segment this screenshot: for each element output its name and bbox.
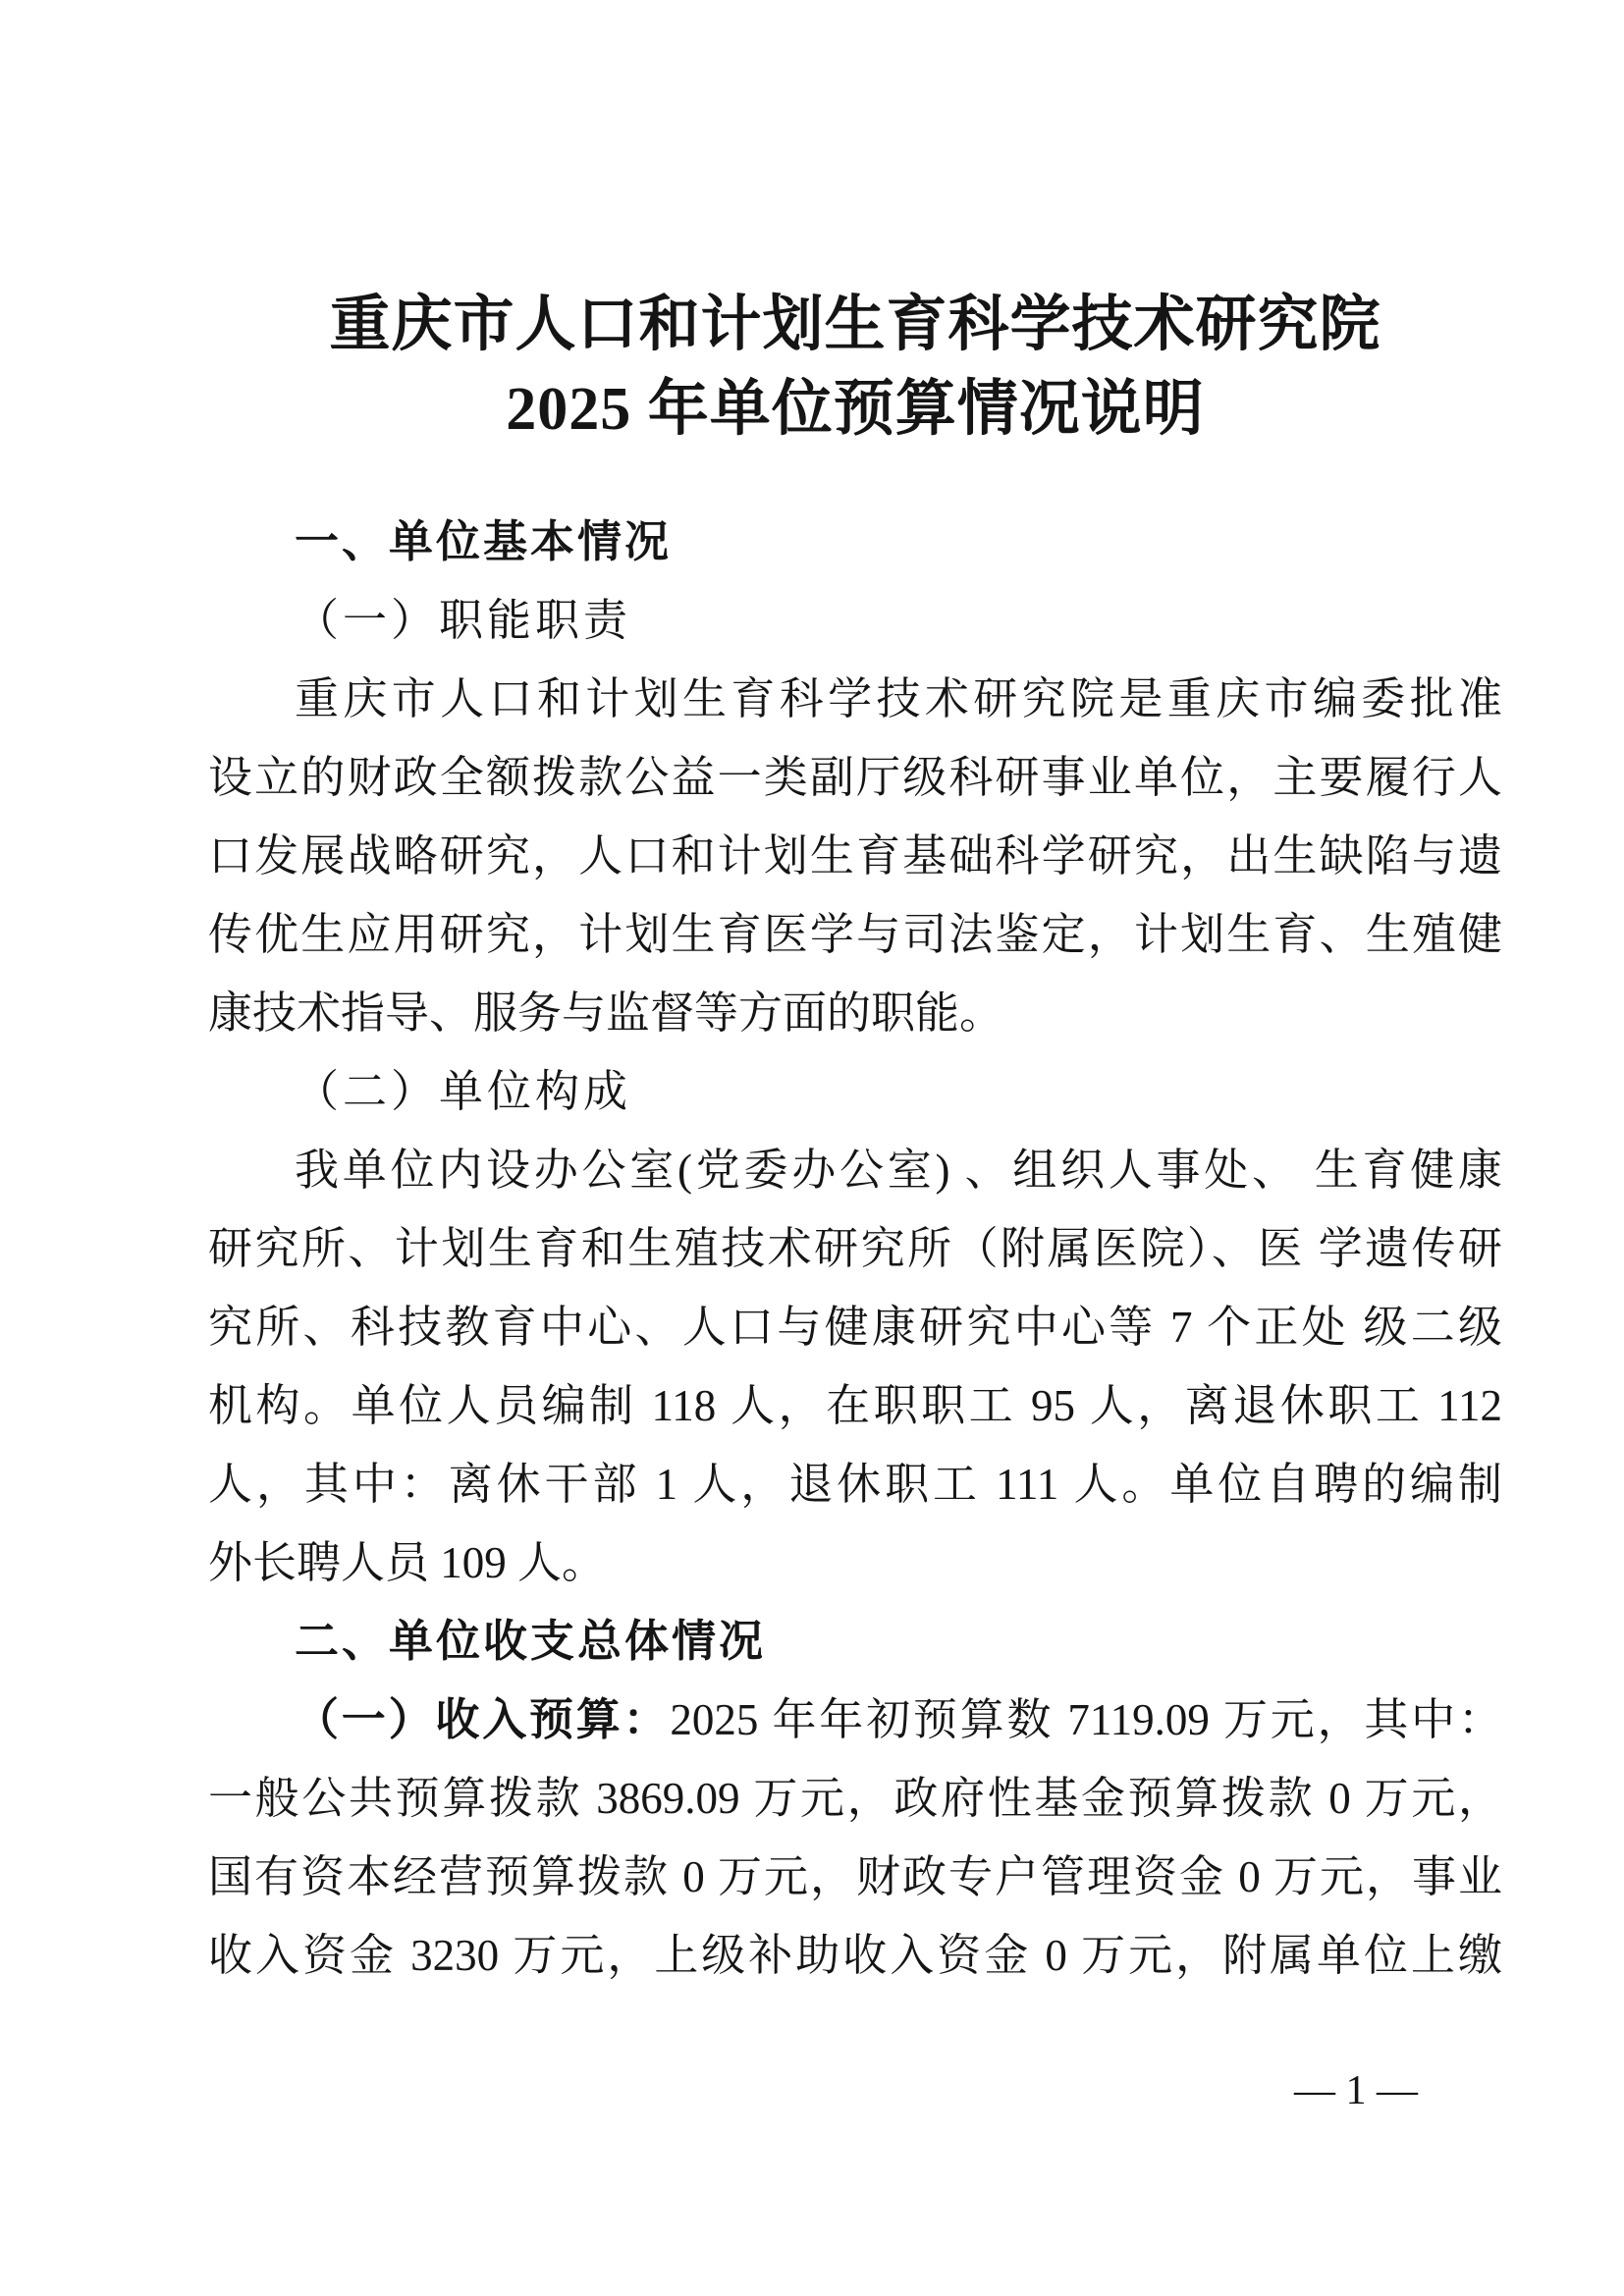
text-line: 二、单位收支总体情况 [295, 1616, 767, 1666]
text-line: 一般公共预算拨款 3869.09 万元，政府性基金预算拨款 0 万元， [208, 1774, 1502, 1823]
page-number: — 1 — [1294, 2068, 1418, 2113]
text-line: 一、单位基本情况 [295, 516, 673, 566]
text-line: 国有资本经营预算拨款 0 万元，财政专户管理资金 0 万元，事业 [208, 1852, 1502, 1901]
text-line [208, 1681, 1502, 1759]
text-line: （一）职能职责 [295, 596, 632, 645]
document-title-line-1: 重庆市人口和计划生育科学技术研究院 [329, 292, 1381, 358]
text-line: 外长聘人员 109 人。 [208, 1538, 607, 1587]
text-line: 传优生应用研究，计划生育医学与司法鉴定，计划生育、生殖健 [208, 910, 1502, 959]
text-line: 人，其中：离休干部 1 人，退休职工 111 人。单位自聘的编制 [208, 1460, 1502, 1509]
text-line: 究所、科技教育中心、人口与健康研究中心等 7 个正处 级二级 [208, 1303, 1502, 1352]
text-line: 我单位内设办公室(党委办公室) 、组织人事处、 生育健康 [295, 1146, 1502, 1195]
text-line: 康技术指导、服务与监督等方面的职能。 [208, 988, 1004, 1038]
document-title-line-2: 2025 年单位预算情况说明 [506, 376, 1205, 443]
text-line: （二）单位构成 [295, 1067, 632, 1116]
document-body [208, 503, 1502, 1995]
text-line: 重庆市人口和计划生育科学技术研究院是重庆市编委批准 [295, 674, 1502, 723]
text-line: 设立的财政全额拨款公益一类副厅级科研事业单位，主要履行人 [208, 753, 1502, 802]
text-line: 收入资金 3230 万元，上级补助收入资金 0 万元，附属单位上缴 [208, 1931, 1502, 1980]
text-run: 2025 年年初预算数 7119.09 万元，其中： [670, 1695, 1502, 1744]
text-line: 口发展战略研究，人口和计划生育基础科学研究，出生缺陷与遗 [208, 831, 1502, 881]
text-line: 机构。单位人员编制 118 人，在职职工 95 人，离退休职工 112 [208, 1381, 1502, 1430]
text-line: 研究所、计划生育和生殖技术研究所（附属医院）、医 学遗传研 [208, 1224, 1502, 1273]
document-title [208, 283, 1502, 452]
bold-text-run: （一）收入预算： [295, 1695, 671, 1744]
